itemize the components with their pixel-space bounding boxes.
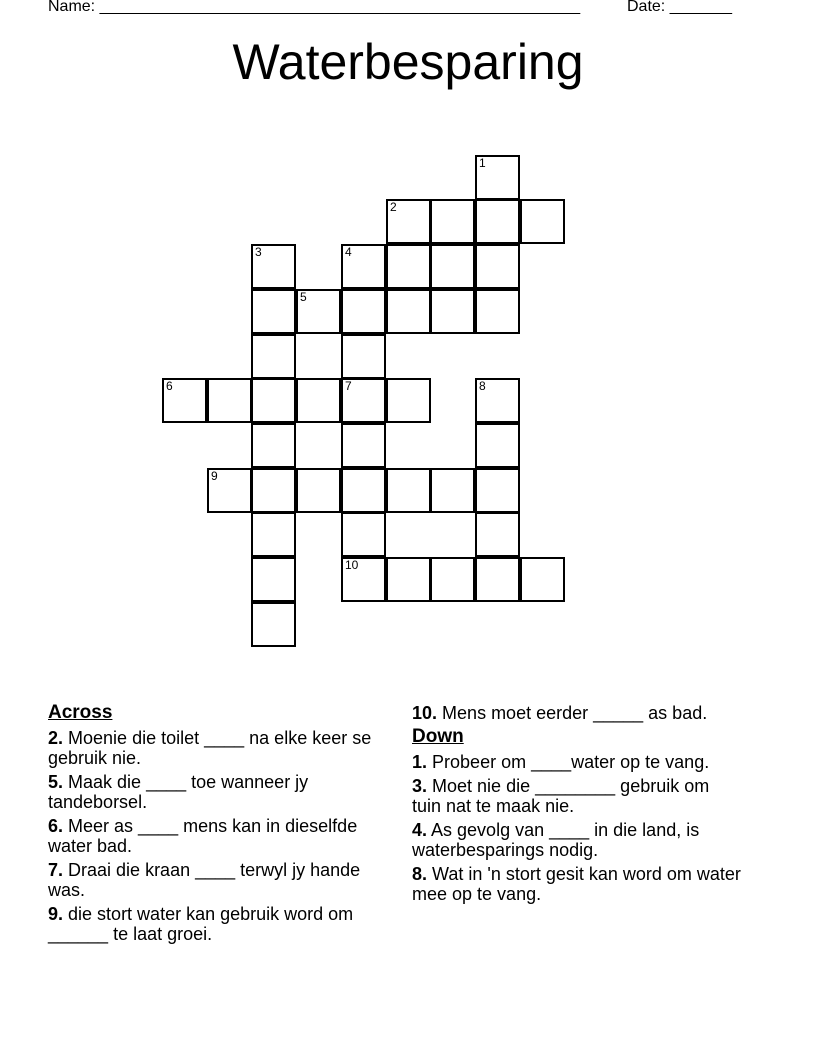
crossword-cell	[207, 468, 252, 513]
crossword-cell	[251, 512, 296, 557]
crossword-cell	[251, 334, 296, 379]
clue-number: 7.	[48, 860, 64, 880]
cell-number: 1	[479, 156, 486, 170]
crossword-cell	[386, 289, 431, 334]
clue-number: 10.	[412, 703, 438, 723]
crossword-cell	[341, 423, 386, 468]
cell-number: 9	[211, 469, 218, 483]
crossword-cell	[341, 512, 386, 557]
down-clue	[412, 864, 742, 904]
crossword-cell	[251, 602, 296, 647]
crossword-cell	[341, 289, 386, 334]
clue-text: As gevolg van ____ in die land, is waterbesparings nodig.	[412, 820, 700, 860]
across-clue	[48, 904, 378, 944]
crossword-cell	[520, 199, 565, 244]
clue-number: 2.	[48, 728, 64, 748]
crossword-cell	[296, 289, 341, 334]
cell-number: 2	[390, 200, 397, 214]
clue-number: 8.	[412, 864, 428, 884]
crossword-cell	[475, 468, 520, 513]
clue-number: 9.	[48, 904, 64, 924]
clue-number: 4.	[412, 820, 428, 840]
crossword-cell	[475, 199, 520, 244]
cell-number: 3	[255, 245, 262, 259]
crossword-cell	[251, 468, 296, 513]
crossword-cell	[251, 244, 296, 289]
across-clue	[48, 860, 378, 900]
crossword-cell	[162, 378, 207, 423]
clue-text: Draai die kraan ____ terwyl jy hande was.	[48, 860, 361, 900]
crossword-cell	[430, 468, 475, 513]
clue-number: 1.	[412, 752, 428, 772]
crossword-cell	[341, 378, 386, 423]
crossword-cell	[251, 289, 296, 334]
across-clue	[48, 816, 378, 856]
across-clue	[48, 728, 378, 768]
across-clue	[48, 772, 378, 812]
down-clue	[412, 752, 742, 772]
cell-number: 7	[345, 379, 352, 393]
clue-number: 5.	[48, 772, 64, 792]
clues-right-column	[412, 703, 742, 908]
clue-text: die stort water kan gebruik word om ______ te laat groei.	[48, 904, 354, 944]
crossword-cell	[475, 378, 520, 423]
date-line: Date: _______	[627, 0, 732, 15]
crossword-cell	[386, 468, 431, 513]
down-clue	[412, 776, 742, 816]
crossword-cell	[386, 199, 431, 244]
clue-number: 6.	[48, 816, 64, 836]
crossword-cell	[430, 557, 475, 602]
clue-number: 3.	[412, 776, 428, 796]
clue-text: Wat in 'n stort gesit kan word om water mee op te vang.	[412, 864, 741, 904]
clue-text: Meer as ____ mens kan in dieselfde water bad.	[48, 816, 358, 856]
clue-text: Maak die ____ toe wanneer jy tandeborsel.	[48, 772, 309, 812]
cell-number: 10	[345, 558, 359, 572]
clue-text: Probeer om ____water op te vang.	[432, 752, 710, 772]
across-clue	[412, 703, 742, 723]
crossword-cell	[251, 378, 296, 423]
crossword-cell	[520, 557, 565, 602]
clues-left-column	[48, 703, 378, 948]
cell-number: 5	[300, 290, 307, 304]
crossword-cell	[341, 244, 386, 289]
crossword-cell	[207, 378, 252, 423]
crossword-cell	[251, 557, 296, 602]
crossword-cell	[430, 199, 475, 244]
page-title: Waterbesparing	[232, 34, 584, 90]
crossword-cell	[475, 244, 520, 289]
cell-number: 4	[345, 245, 352, 259]
crossword-cell	[251, 423, 296, 468]
crossword-cell	[475, 512, 520, 557]
name-line: Name: ______________________________________________________	[48, 0, 581, 15]
crossword-cell	[475, 557, 520, 602]
crossword-cell	[296, 468, 341, 513]
crossword-cell	[386, 378, 431, 423]
down-heading: Down	[412, 726, 464, 747]
crossword-cell	[475, 155, 520, 200]
crossword-cell	[430, 244, 475, 289]
clue-text: Moenie die toilet ____ na elke keer se gebruik nie.	[48, 728, 372, 768]
down-clue	[412, 820, 742, 860]
across-heading: Across	[48, 702, 113, 723]
crossword-cell	[341, 468, 386, 513]
crossword-cell	[475, 289, 520, 334]
crossword-cell	[296, 378, 341, 423]
crossword-cell	[386, 244, 431, 289]
crossword-cell	[475, 423, 520, 468]
clue-text: Mens moet eerder _____ as bad.	[442, 703, 708, 723]
crossword-cell	[386, 557, 431, 602]
crossword-cell	[430, 289, 475, 334]
crossword-cell	[341, 334, 386, 379]
clue-text: Moet nie die ________ gebruik om tuin nat te maak nie.	[412, 776, 710, 816]
crossword-cell	[341, 557, 386, 602]
cell-number: 6	[166, 379, 173, 393]
cell-number: 8	[479, 379, 486, 393]
